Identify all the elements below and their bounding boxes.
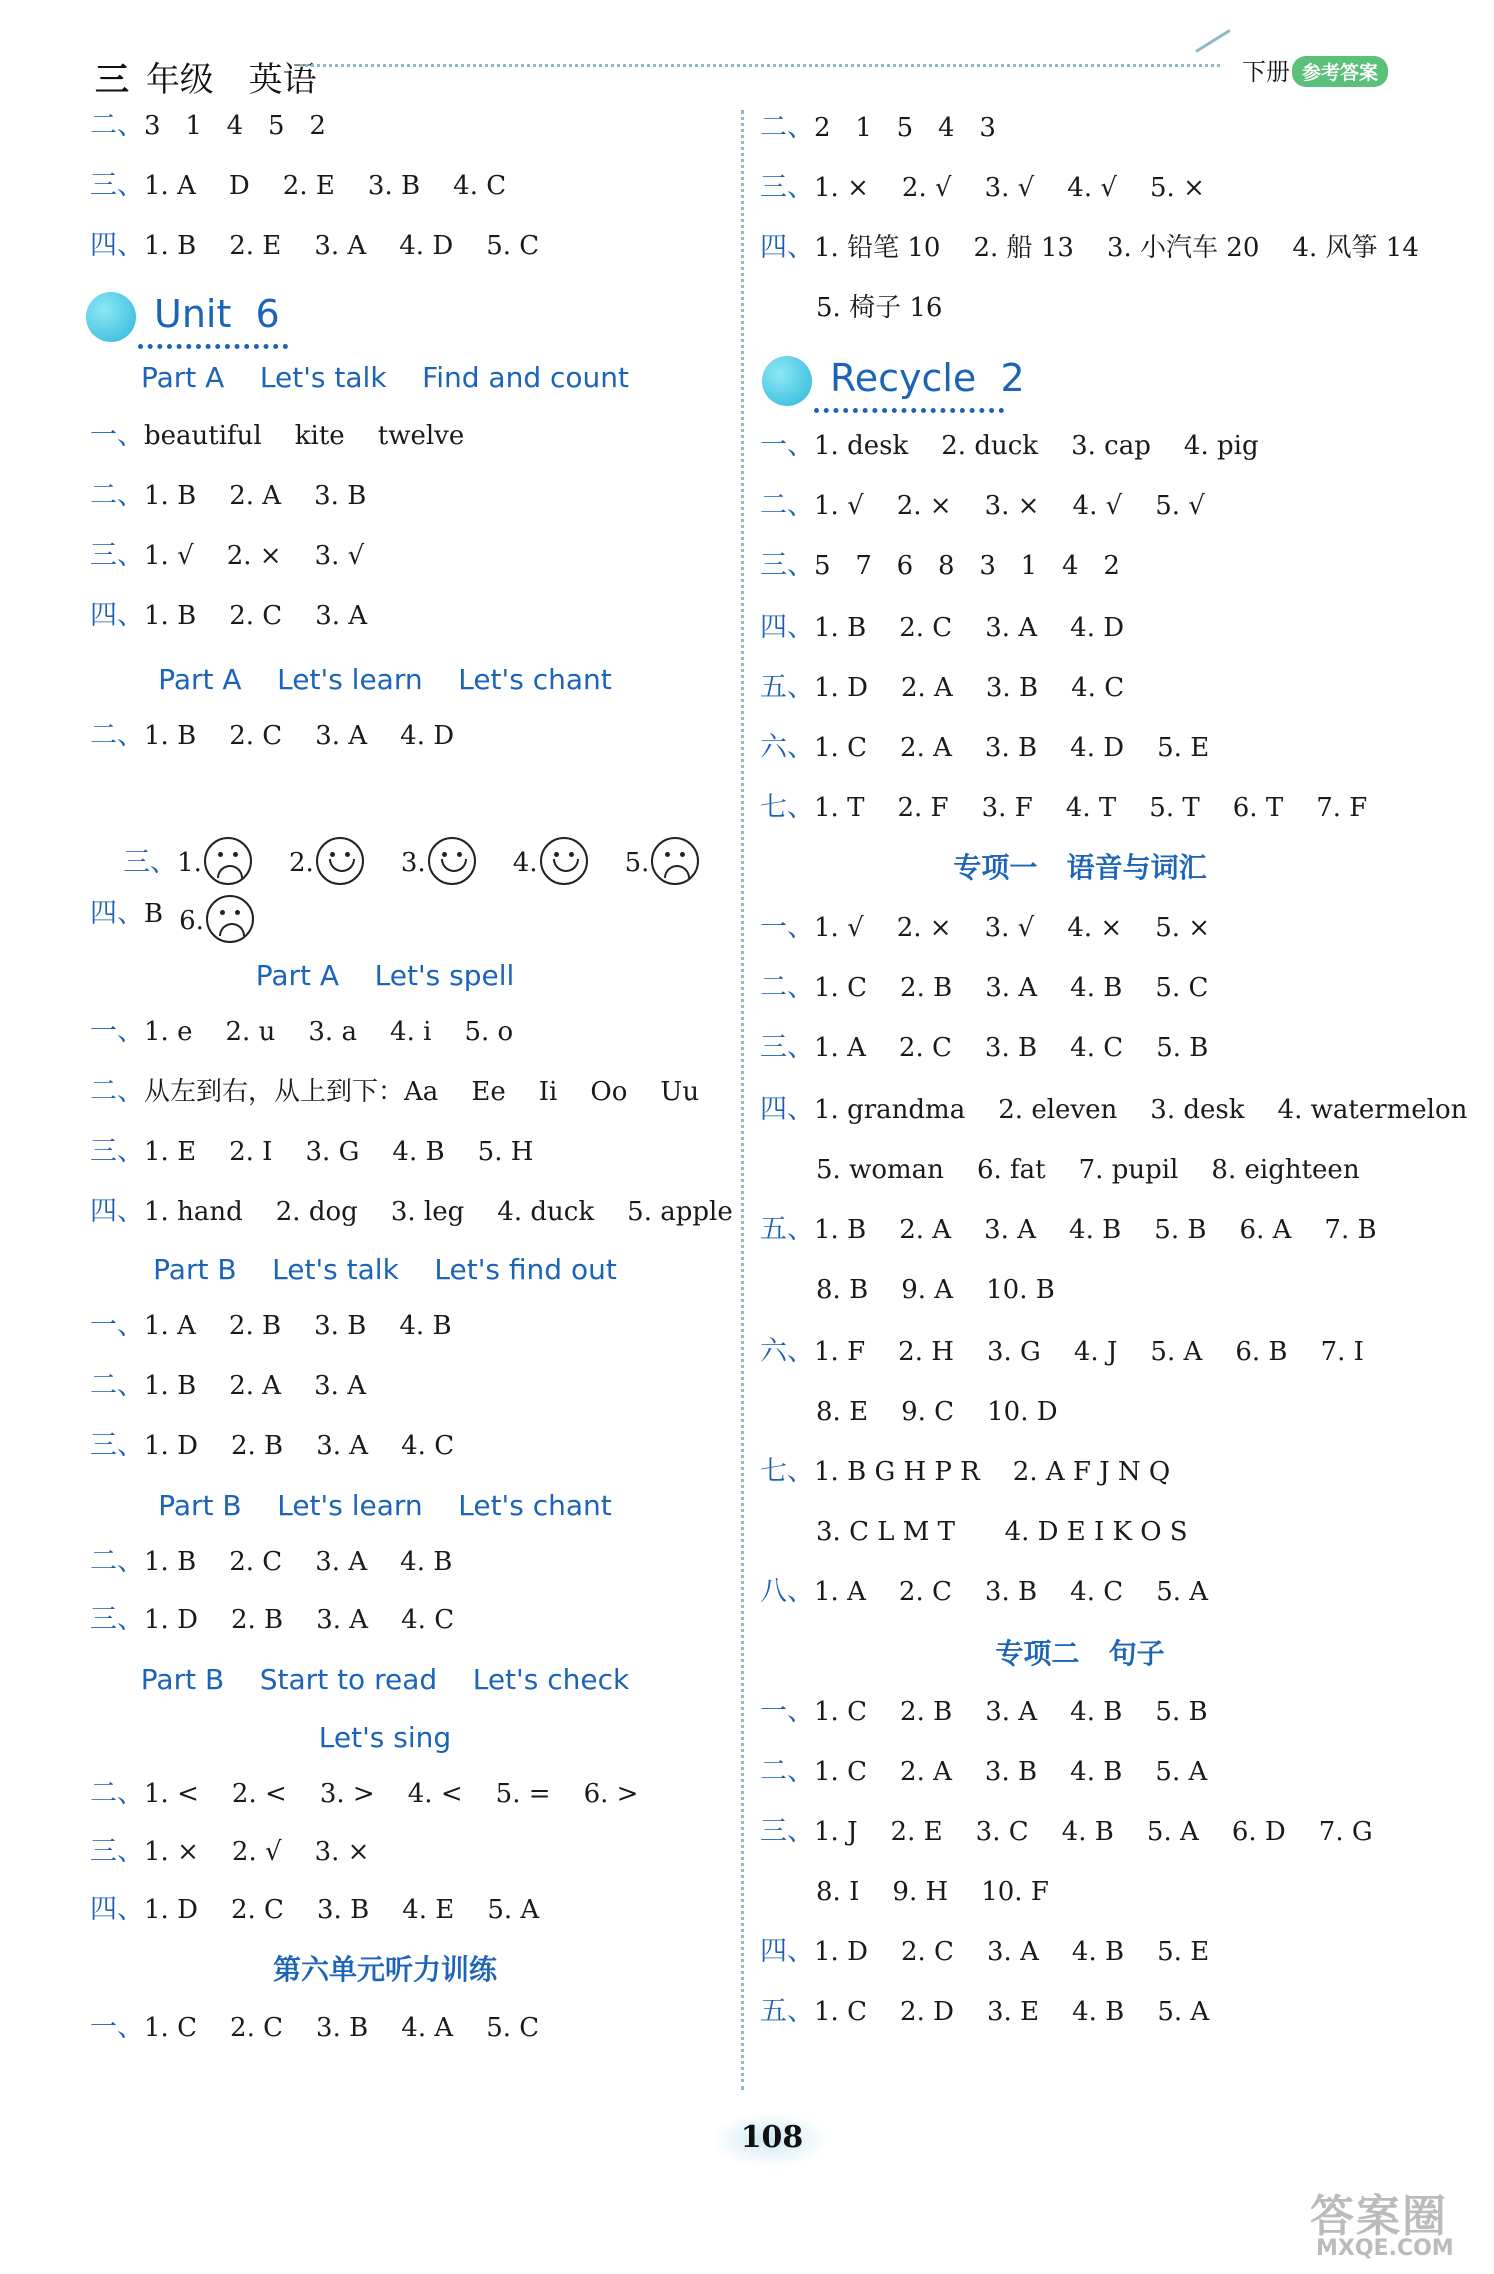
site-watermark [1310,2180,1490,2270]
answer-text: 1. B 2. C 3. A 4. D [144,721,455,751]
answer-row [760,1088,1467,1132]
answer-row [90,594,367,638]
recycle-2-title [762,350,1062,414]
answer-row [90,1888,539,1932]
header-rule-slash [1195,29,1231,53]
question-index: 一、 [90,2012,144,2043]
answer-row [90,1364,366,1408]
item-number: 1. [177,848,202,878]
answer-text: 1. F 2. H 3. G 4. J 5. A 6. B 7. I [814,1337,1364,1367]
question-index: 二、 [90,1370,144,1401]
answer-row [760,1930,1209,1974]
answer-row [90,1540,452,1584]
answer-row [90,164,506,208]
question-index: 四、 [760,1094,814,1125]
watermark-site: MXQE.COM [1316,2236,1454,2261]
item-number: 6. [179,906,204,936]
answer-row [760,1026,1208,1070]
question-index: 四、 [90,898,144,929]
title-underline [138,344,288,349]
sad-face-icon [206,895,254,943]
answer-row [760,226,1419,270]
question-index: 三、 [123,847,178,878]
answer-text: 1. C 2. A 3. B 4. D 5. E [814,733,1210,763]
answer-row [760,106,996,150]
title-underline [814,408,1004,413]
answer-row [760,606,1124,650]
question-index: 一、 [90,1310,144,1341]
answer-row [90,104,326,148]
happy-face-icon [316,837,364,885]
answer-row [760,166,1205,210]
answer-text: 5 7 6 8 3 1 4 2 [814,551,1120,581]
question-index: 四、 [90,230,144,261]
happy-face-icon [540,837,588,885]
question-index: 五、 [760,672,814,703]
question-index: 一、 [90,420,144,451]
answer-row [760,906,1210,950]
unit-title-text: Unit 6 [154,292,280,336]
answer-text: 1. √ 2. × 3. √ [144,541,365,571]
answer-row [90,1304,452,1348]
question-index: 四、 [760,232,814,263]
question-index: 五、 [760,1996,814,2027]
answer-text: 1. 铅笔 10 2. 船 13 3. 小汽车 20 4. 风筝 14 [814,233,1419,263]
question-index: 三、 [90,1430,144,1461]
answer-row [760,424,1259,468]
question-index: 七、 [760,1456,814,1487]
question-index: 一、 [760,1696,814,1727]
question-index: 二、 [90,110,144,141]
grade-label: 年级 [145,60,214,100]
bullet-circle-icon [86,292,136,342]
answer-text: 1. B 2. A 3. A [144,1371,366,1401]
answer-text: beautiful kite twelve [144,421,465,451]
question-index: 三、 [90,1136,144,1167]
answer-text: 1. C 2. C 3. B 4. A 5. C [144,2013,540,2043]
volume-label: 下册 [1242,58,1290,86]
question-index: 二、 [760,1756,814,1787]
page-number: 108 [740,2120,804,2155]
answer-text: 1. C 2. B 3. A 4. B 5. C [814,973,1209,1003]
answer-key-tag: 参考答案 [1292,56,1388,87]
answer-row [90,1190,733,1234]
answer-row-cont: 8. I 9. H 10. F [816,1877,1049,1907]
answer-text: 3 1 4 5 2 [144,111,326,141]
answer-row [760,1750,1207,1794]
answer-text: 1. B 2. C 3. A [144,601,368,631]
section-heading: Part B Let's talk Let's find out [153,1253,617,1286]
answer-row [90,1830,369,1874]
answer-text: 1. B 2. C 3. A 4. B [144,1547,453,1577]
question-index: 四、 [760,1936,814,1967]
question-index: 四、 [90,600,144,631]
answer-text: 1. J 2. E 3. C 4. B 5. A 6. D 7. G [814,1817,1373,1847]
answer-text: 1. D 2. C 3. A 4. B 5. E [814,1937,1210,1967]
answer-row [760,1450,1170,1494]
column-divider [741,110,744,2090]
unit-title-text: Recycle 2 [830,356,1025,400]
bullet-circle-icon [762,356,812,406]
section-heading: 专项一 语音与词汇 [953,851,1207,884]
question-index: 三、 [90,1836,144,1867]
answer-text: 1. A 2. C 3. B 4. C 5. A [814,1577,1209,1607]
answer-text: 1. E 2. I 3. G 4. B 5. H [144,1137,534,1167]
answer-text: 1. × 2. √ 3. × [144,1837,370,1867]
question-index: 四、 [760,612,814,643]
answer-row [760,786,1367,830]
answer-row [90,1070,699,1114]
sad-face-icon [651,837,699,885]
answer-row [760,1570,1208,1614]
section-heading: Part B Start to read Let's check [140,1663,630,1696]
answer-row [90,1130,533,1174]
answer-row [760,484,1205,528]
answer-text: 1. A D 2. E 3. B 4. C [144,171,507,201]
answer-text: 1. D 2. C 3. B 4. E 5. A [144,1895,540,1925]
answer-row [90,474,366,518]
question-index: 三、 [90,170,144,201]
answer-row [90,414,464,458]
answer-text: 1. D 2. B 3. A 4. C [144,1605,455,1635]
answer-row [760,1208,1377,1252]
answer-row [90,224,539,268]
question-index: 四、 [90,1196,144,1227]
answer-text: 1. < 2. < 3. > 4. < 5. = 6. > [144,1779,639,1809]
answer-text: B [144,899,164,929]
grade-subject-label [95,52,327,101]
answer-row [760,1990,1209,2034]
section-heading: Part A Let's learn Let's chant [158,663,612,696]
answer-row-cont: 3. C L M T 4. D E I K O S [816,1517,1188,1547]
section-heading: Part A Let's talk Find and count [140,361,629,394]
section-heading: 专项二 句子 [995,1637,1165,1670]
question-index: 二、 [760,972,814,1003]
question-index: 三、 [760,172,814,203]
answer-row [90,1010,513,1054]
item-number: 5. [624,848,650,878]
answer-text: 从左到右，从上到下：Aa Ee Ii Oo Uu [144,1077,700,1107]
subject-label: 英语 [248,60,317,100]
question-index: 二、 [90,1546,144,1577]
section-heading: Part A Let's spell [255,959,515,992]
answer-text: 1. A 2. B 3. B 4. B [144,1311,452,1341]
answer-text: 1. C 2. B 3. A 4. B 5. B [814,1697,1208,1727]
question-index: 三、 [760,1816,814,1847]
question-index: 二、 [90,720,144,751]
answer-row [90,534,364,578]
answer-row [90,1598,454,1642]
answer-text: 1. B 2. A 3. A 4. B 5. B 6. A 7. B [814,1215,1377,1245]
question-index: 三、 [90,1604,144,1635]
question-index: 二、 [760,490,814,521]
answer-row-cont: 5. 椅子 16 [816,293,943,323]
answer-text: 1. × 2. √ 3. √ 4. √ 5. × [814,173,1205,203]
answer-row [760,666,1124,710]
question-index: 一、 [90,1016,144,1047]
question-index: 一、 [760,912,814,943]
unit-6-title [86,286,346,350]
answer-text: 1. B G H P R 2. A F J N Q [814,1457,1171,1487]
answer-row [760,544,1120,588]
section-heading: Part B Let's learn Let's chant [158,1489,612,1522]
answer-text: 1. grandma 2. eleven 3. desk 4. watermelon [814,1095,1468,1125]
question-index: 三、 [90,540,144,571]
answer-text: 1. e 2. u 3. a 4. i 5. o [144,1017,514,1047]
answer-text: 1. desk 2. duck 3. cap 4. pig [814,431,1259,461]
answer-row [760,1810,1373,1854]
answer-text: 1. √ 2. × 3. √ 4. × 5. × [814,913,1211,943]
answer-text: 1. D 2. B 3. A 4. C [144,1431,455,1461]
answer-row [90,714,454,758]
header-rule [300,64,1220,67]
answer-text: 1. A 2. C 3. B 4. C 5. B [814,1033,1209,1063]
answer-text: 1. D 2. A 3. B 4. C [814,673,1125,703]
question-index: 六、 [760,1336,814,1367]
item-number: 2. [288,848,314,878]
answer-text: 1. C 2. A 3. B 4. B 5. A [814,1757,1208,1787]
answer-text: 1. B 2. A 3. B [144,481,367,511]
happy-face-icon [428,837,476,885]
answer-row [760,966,1208,1010]
item-number: 3. [400,848,426,878]
answer-row [90,1772,638,1816]
answer-text: 1. B 2. C 3. A 4. D [814,613,1125,643]
answer-text: 1. B 2. E 3. A 4. D 5. C [144,231,540,261]
question-index: 五、 [760,1214,814,1245]
question-index: 七、 [760,792,814,823]
answer-text: 1. hand 2. dog 3. leg 4. duck 5. apple [144,1197,733,1227]
answer-row [90,892,163,936]
item-number: 4. [512,848,538,878]
answer-row-cont: 5. woman 6. fat 7. pupil 8. eighteen [816,1155,1360,1185]
answer-row-cont: 8. E 9. C 10. D [816,1397,1058,1427]
question-index: 二、 [760,112,814,143]
answer-row [90,1424,454,1468]
section-heading: Let's sing [318,1721,452,1754]
watermark-brand: 答案圈 [1310,2191,1448,2242]
section-heading: 第六单元听力训练 [272,1953,497,1986]
answer-text: 1. T 2. F 3. F 4. T 5. T 6. T 7. F [814,793,1368,823]
question-index: 六、 [760,732,814,763]
answer-row-faces [90,782,703,878]
answer-row [90,2006,539,2050]
question-index: 八、 [760,1576,814,1607]
answer-text: 1. √ 2. × 3. × 4. √ 5. √ [814,491,1205,521]
page-header [0,0,1494,110]
answer-row [760,726,1209,770]
question-index: 二、 [90,1778,144,1809]
grade-number: 三 [95,60,129,100]
question-index: 四、 [90,1894,144,1925]
question-index: 一、 [760,430,814,461]
question-index: 二、 [90,1076,144,1107]
answer-row [760,1330,1364,1374]
answer-row-cont: 8. B 9. A 10. B [816,1275,1055,1305]
answer-row-faces-cont [146,840,258,936]
answer-row [760,1690,1208,1734]
answer-text: 1. C 2. D 3. E 4. B 5. A [814,1997,1210,2027]
answer-text: 2 1 5 4 3 [814,113,996,143]
question-index: 三、 [760,550,814,581]
question-index: 三、 [760,1032,814,1063]
question-index: 二、 [90,480,144,511]
